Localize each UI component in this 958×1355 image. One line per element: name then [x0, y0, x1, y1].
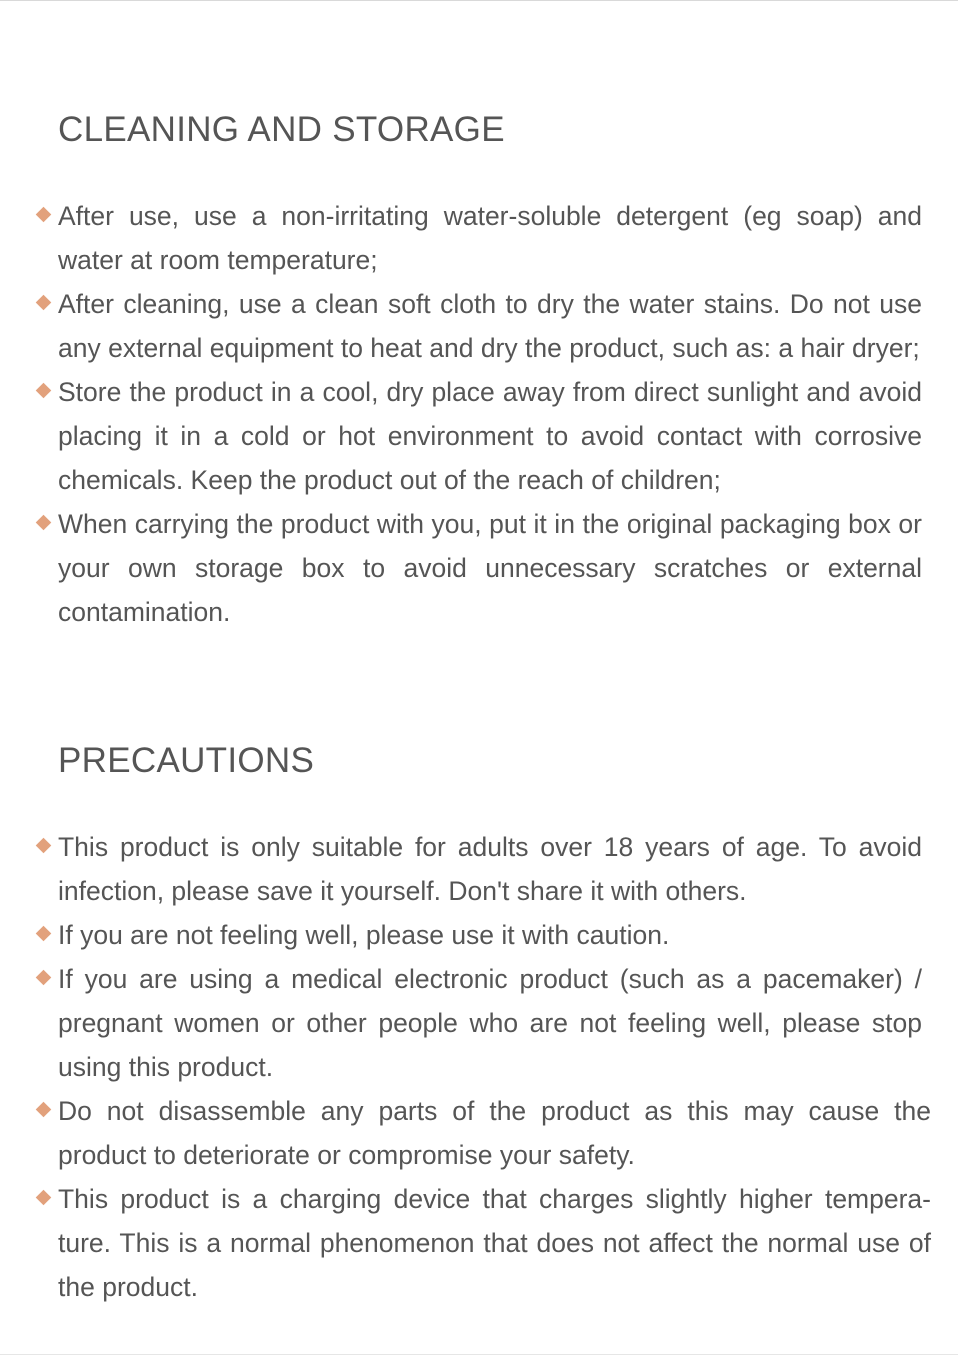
list-item-text: Do not disassemble any parts of the product as this may cause the product to deteriorate or compromise your safety. — [58, 1096, 931, 1170]
list-item — [0, 502, 958, 634]
precautions-list — [0, 825, 958, 1309]
diamond-bullet-icon — [36, 1190, 52, 1206]
list-item-text: After cleaning, use a clean soft cloth to dry the water stains. Do not use any external equipment to heat and dry the product, such as: a hair dryer; — [58, 289, 922, 363]
list-item-text: This product is only suitable for adults over 18 years of age. To avoid infection, please save it yourself. Don't share it with others. — [58, 832, 922, 906]
list-item — [0, 825, 958, 913]
list-item — [0, 194, 958, 282]
diamond-bullet-icon — [36, 383, 52, 399]
diamond-bullet-icon — [36, 295, 52, 311]
diamond-bullet-icon — [36, 1102, 52, 1118]
top-divider — [0, 0, 958, 1]
list-item — [0, 370, 958, 502]
diamond-bullet-icon — [36, 515, 52, 531]
list-item-text: Store the product in a cool, dry place away from direct sunlight and avoid placing it in a cold or hot environment to avoid contact with corrosive chemicals. Keep the product out of the reach of children; — [58, 377, 922, 495]
list-item — [0, 913, 958, 957]
list-item — [0, 957, 958, 1089]
list-item-text: When carrying the product with you, put it in the original packaging box or your own storage box to avoid unnecessary scratches or external contamination. — [58, 509, 922, 627]
section-title-cleaning-storage: CLEANING AND STORAGE — [58, 110, 505, 149]
diamond-bullet-icon — [36, 926, 52, 942]
list-item-text: If you are using a medical electronic product (such as a pacemaker) / pregnant women or other people who are not feeling well, please stop using this product. — [58, 964, 922, 1082]
section-title-precautions: PRECAUTIONS — [58, 741, 315, 780]
list-item — [0, 1177, 958, 1309]
list-item — [0, 1089, 958, 1177]
diamond-bullet-icon — [36, 207, 52, 223]
list-item-text: This product is a charging device that charges slightly higher tempera-ture. This is a normal phenomenon that does not affect the normal use of the product. — [58, 1184, 931, 1302]
diamond-bullet-icon — [36, 838, 52, 854]
list-item-text: After use, use a non-irritating water-soluble detergent (eg soap) and water at room temperature; — [58, 201, 922, 275]
list-item — [0, 282, 958, 370]
cleaning-storage-list — [0, 194, 958, 634]
list-item-text: If you are not feeling well, please use it with caution. — [58, 920, 670, 950]
diamond-bullet-icon — [36, 970, 52, 986]
